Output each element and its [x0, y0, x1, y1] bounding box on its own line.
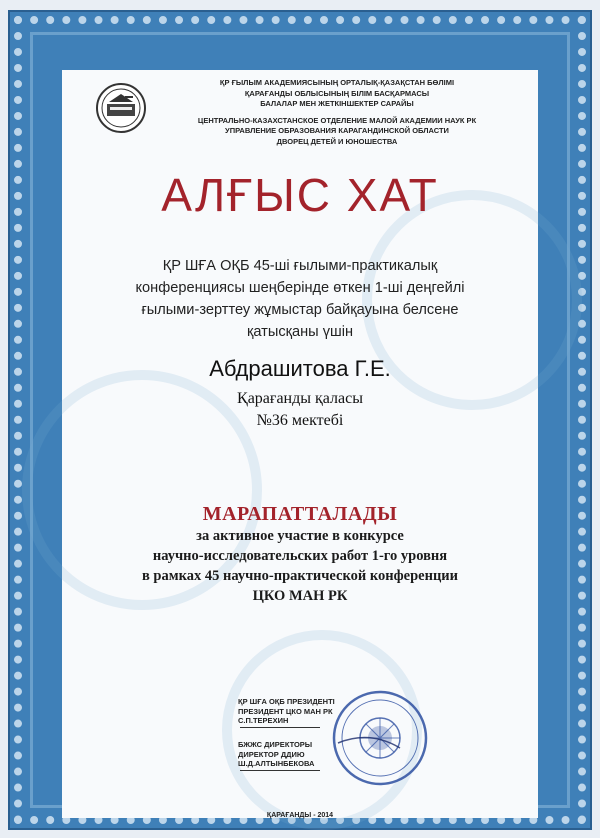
signature-title: БЖЖС ДИРЕКТОРЫ	[238, 740, 313, 749]
subtitle-line: ҚР ШҒА ОҚБ 45-ші ғылыми-практикалық	[162, 258, 438, 274]
signature-line	[240, 770, 320, 771]
award-line: за активное участие в конкурсе	[196, 528, 404, 544]
subtitle-line: конференциясы шеңберінде өткен 1-ші деңгейлі	[135, 280, 465, 296]
org-line: УПРАВЛЕНИЕ ОБРАЗОВАНИЯ КАРАГАНДИНСКОЙ ОБЛАСТИ	[225, 126, 449, 135]
signature-title: ДИРЕКТОР ДДИЮ	[238, 749, 305, 759]
signature-block-president	[238, 697, 335, 726]
award-line: в рамках 45 научно-практической конференции	[141, 568, 459, 584]
subtitle	[110, 255, 490, 343]
subtitle-line: қатысқаны үшін	[246, 324, 354, 340]
certificate-title: АЛҒЫС ХАТ	[161, 169, 439, 221]
organization-names	[157, 78, 517, 147]
signature-line	[240, 727, 320, 728]
org-line: БАЛАЛАР МЕН ЖЕТКІНШЕКТЕР САРАЙЫ	[260, 99, 414, 108]
recipient-location	[62, 388, 538, 432]
recipient-name: Абдрашитова Г.Е.	[209, 356, 391, 381]
recipient-city: Қарағанды қаласы	[237, 390, 363, 407]
academy-logo-icon	[95, 82, 147, 134]
org-line: ЦЕНТРАЛЬНО-КАЗАХСТАНСКОЕ ОТДЕЛЕНИЕ МАЛОЙ АКАДЕМИИ НАУК РК	[197, 115, 477, 125]
signature-block-director	[238, 740, 314, 769]
org-line: ҚР ҒЫЛЫМ АКАДЕМИЯСЫНЫҢ ОРТАЛЫҚ-ҚАЗАҚСТАН БӨЛІМІ	[219, 78, 455, 87]
award-line: ЦКО МАН РК	[252, 588, 348, 604]
award-line: научно-исследовательских работ 1-го уровня	[152, 548, 448, 564]
recipient-school: №36 мектебі	[256, 412, 344, 429]
official-seal-icon	[330, 688, 430, 788]
signature-name: Ш.Д.АЛТЫНБЕКОВА	[238, 759, 315, 768]
signature-title: ПРЕЗИДЕНТ ЦКО МАН РК	[238, 706, 333, 716]
signature-title: ҚР ШҒА ОҚБ ПРЕЗИДЕНТІ	[238, 697, 335, 706]
award-heading: МАРАПАТТАЛАДЫ	[202, 503, 398, 525]
signature-name: С.П.ТЕРЕХИН	[238, 716, 289, 725]
subtitle-line: ғылыми-зерттеу жұмыстар байқауына белсене	[141, 302, 459, 318]
org-line: ҚАРАҒАНДЫ ОБЛЫСЫНЫҢ БІЛІМ БАСҚАРМАСЫ	[244, 88, 430, 98]
award-text	[62, 526, 538, 606]
org-line: ДВОРЕЦ ДЕТЕЙ И ЮНОШЕСТВА	[276, 136, 398, 146]
footer-place-year: ҚАРАҒАНДЫ - 2014	[266, 812, 334, 819]
